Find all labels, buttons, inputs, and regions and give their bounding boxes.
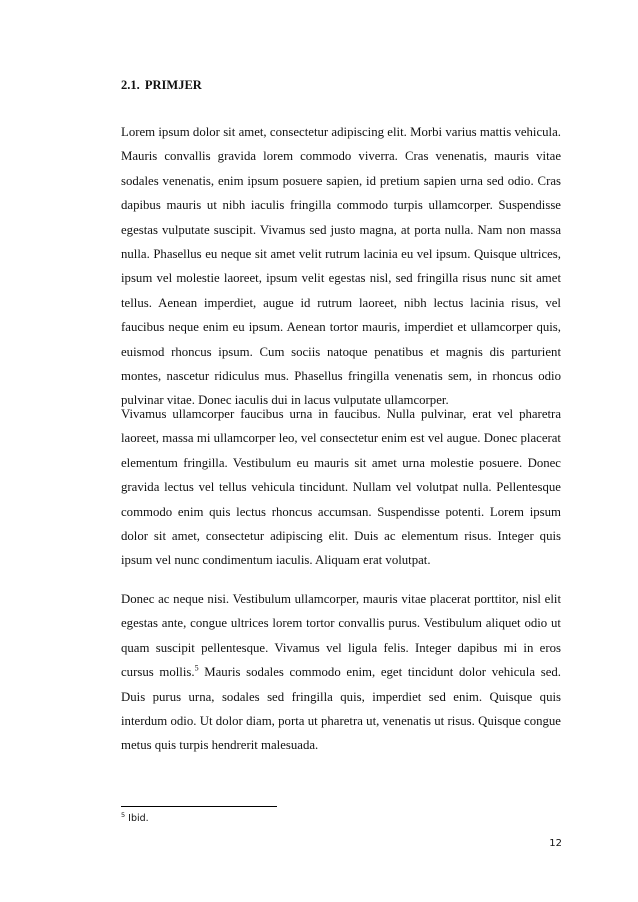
paragraph-text-after-footnote: Mauris sodales commodo enim, eget tincidunt dolor vehicula sed. Duis purus urna, sodales sed fringilla quis, imperdiet sed enim. Quisque quis interdum odio. Ut dolor diam, porta ut pharetra ut, venenatis ut risus. Quisque congue metus quis turpis hendrerit malesuada.: [121, 665, 561, 753]
section-heading: 2.1. PRIMJER: [121, 78, 202, 92]
footnote-separator: [121, 806, 277, 807]
body-paragraph-3: [121, 587, 561, 758]
footnote-number: 5: [121, 810, 126, 819]
body-paragraph-1: Lorem ipsum dolor sit amet, consectetur adipiscing elit. Morbi varius mattis vehicula. Mauris convallis gravida lorem commodo viverra. Cras venenatis, mauris vitae sodales venenatis, enim ipsum posuere sapien, id pretium sapien urna sed odio. Cras dapibus mauris ut nibh iaculis fringilla commodo turpis ullamcorper. Suspendisse egestas vulputate suscipit. Vivamus sed justo magna, at porta nulla. Nam non massa nulla. Phasellus eu neque sit amet velit rutrum lacinia eu vel ipsum. Quisque ultrices, ipsum vel molestie laoreet, ipsum velit egestas nisl, sed fringilla risus nunc sit amet tellus. Aenean imperdiet, augue id rutrum laoreet, nibh lectus lacinia risus, vel faucibus neque enim eu ipsum. Aenean tortor mauris, imperdiet et ullamcorper quis, euismod rhoncus ipsum. Cum sociis natoque penatibus et magnis dis parturient montes, nascetur ridiculus mus. Phasellus fringilla venenatis sem, in rhoncus odio pulvinar vitae. Donec iaculis dui in lacus vulputate ullamcorper.: [121, 125, 561, 408]
paragraph-text-before-footnote: Donec ac neque nisi. Vestibulum ullamcorper, mauris vitae placerat porttitor, nisl elit egestas ante, congue ultrices lorem tortor convallis purus. Vestibulum aliquet odio ut quam suscipit pellentesque. Vivamus vel ligula felis. Integer dapibus mi in eros cursus mollis.: [121, 592, 561, 680]
footnote: [121, 812, 149, 826]
footnote-text: Ibid.: [128, 813, 149, 824]
body-paragraph-2: Vivamus ullamcorper faucibus urna in faucibus. Nulla pulvinar, erat vel pharetra laoreet, massa mi ullamcorper leo, vel consectetur enim est vel augue. Donec placerat elementum fringilla. Vestibulum eu mauris sit amet urna molestie posuere. Donec gravida lectus vel tellus vehicula tincidunt. Nullam vel volutpat nulla. Pellentesque commodo enim quis lectus rhoncus accumsan. Suspendisse potenti. Lorem ipsum dolor sit amet, consectetur adipiscing elit. Duis ac elementum risus. Integer quis ipsum vel nunc condimentum iaculis. Aliquam erat volutpat.: [121, 407, 561, 568]
footnote-reference[interactable]: 5: [194, 663, 199, 673]
page-number: 12: [549, 838, 562, 849]
